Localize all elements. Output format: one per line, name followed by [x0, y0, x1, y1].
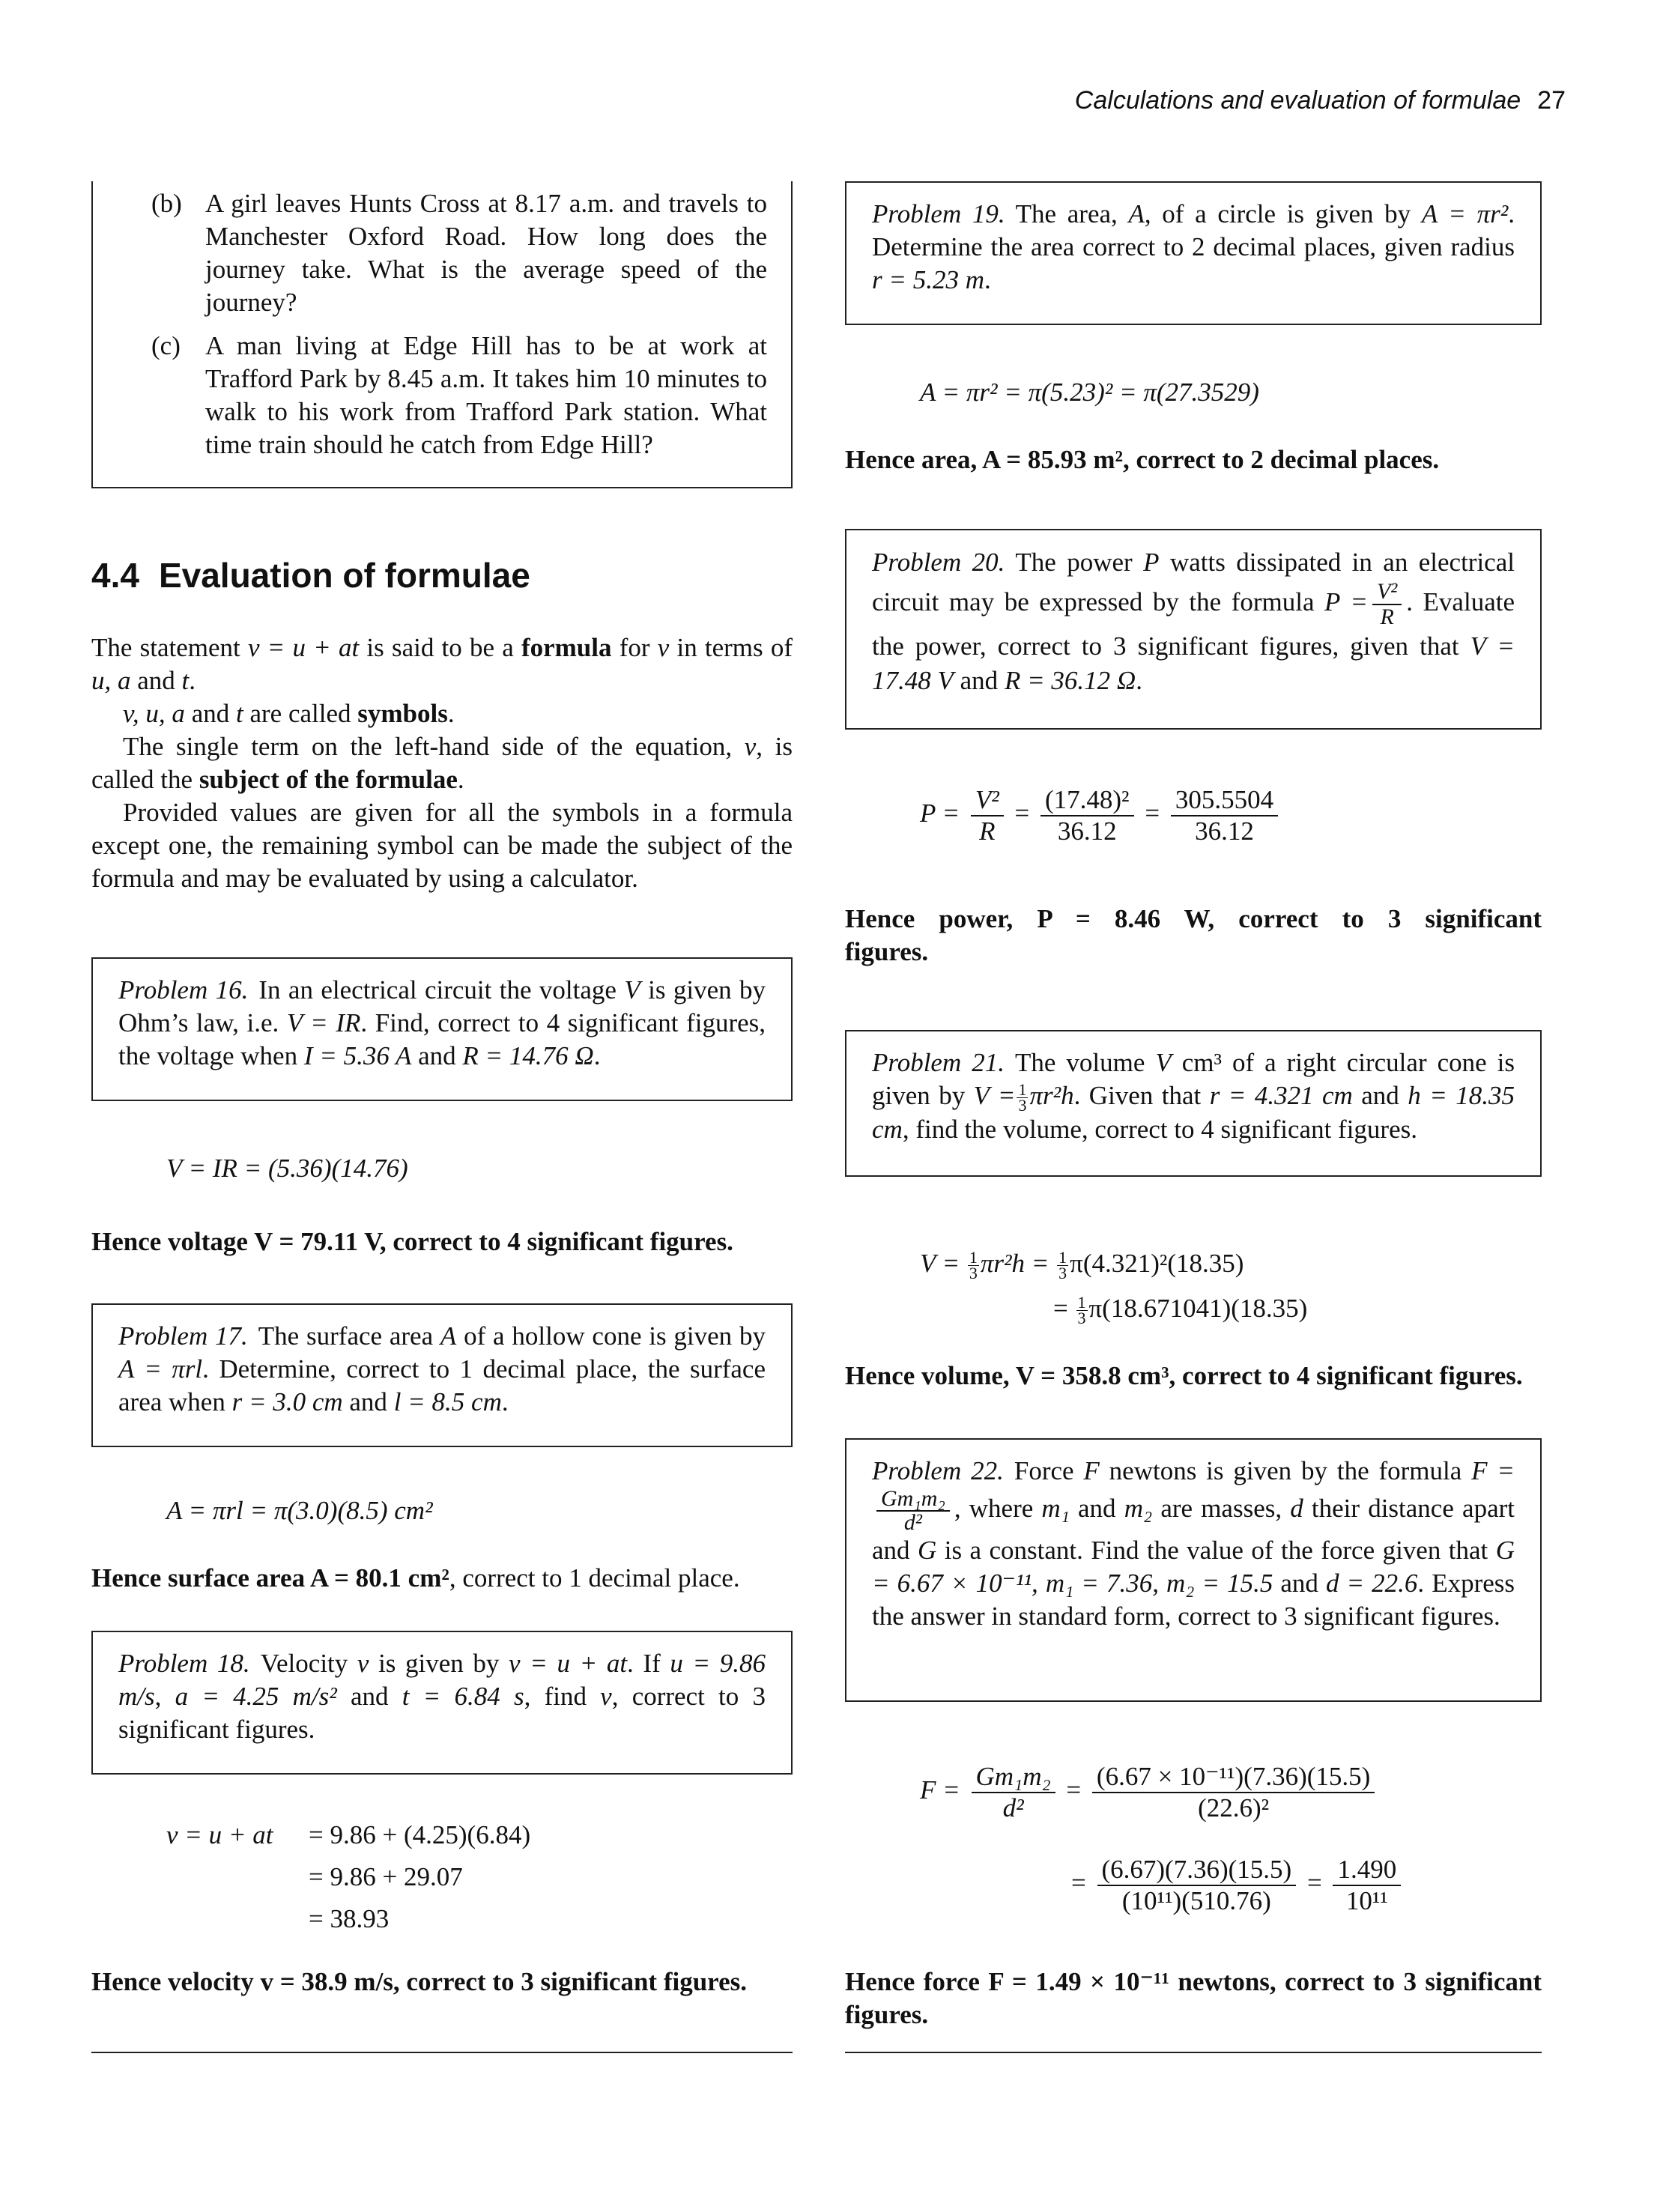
problem-18-eq2: = 9.86 + 29.07	[309, 1862, 463, 1891]
symbol: u, a	[91, 666, 131, 695]
text: is given by	[369, 1649, 509, 1678]
problem-22-eq2	[1071, 1855, 1405, 1916]
text: . Find, correct to 4 significant figures, the voltage when	[118, 1008, 766, 1070]
problem-22-eq1	[920, 1762, 1379, 1823]
problem-18-eq3: = 38.93	[309, 1904, 390, 1933]
problem-18-eq1-rhs: = 9.86 + (4.25)(6.84)	[309, 1820, 531, 1849]
symbol: v	[357, 1649, 369, 1678]
formula-lhs: P =	[1324, 587, 1368, 617]
problem-21-text	[872, 1046, 1515, 1146]
denominator: 3	[969, 1264, 978, 1283]
problem-18-text	[118, 1647, 766, 1746]
fraction-1	[971, 785, 1004, 846]
problem-label: Problem 22.	[872, 1456, 1004, 1485]
symbol: m₂	[1124, 1494, 1153, 1524]
problem-22-text	[872, 1455, 1515, 1633]
numerator: 1	[1058, 1248, 1067, 1267]
problem-label: Problem 18.	[118, 1649, 250, 1678]
equals: =	[1306, 1868, 1322, 1898]
text: ,	[154, 1682, 175, 1711]
text: The volume	[1014, 1048, 1156, 1077]
symbol: A	[1128, 199, 1145, 228]
value: t = 6.84 s	[402, 1682, 524, 1711]
numerator: (6.67 × 10⁻¹¹)(7.36)(15.5)	[1092, 1762, 1375, 1793]
value: R = 36.12 Ω	[1004, 666, 1136, 695]
text: is a constant. Find the value of the force given that	[936, 1536, 1496, 1565]
intro-text	[91, 631, 793, 895]
text: .	[501, 1387, 509, 1416]
denominator: d²	[1002, 1793, 1024, 1822]
text: . Given that	[1073, 1081, 1210, 1110]
text: and	[184, 699, 236, 728]
running-header	[1075, 84, 1566, 117]
problem-label: Problem 20.	[872, 548, 1005, 577]
item-b-text: A girl leaves Hunts Cross at 8.17 a.m. and travels to Manchester Oxford Road. How long does the journey take. What is the average speed of the journey?	[205, 189, 767, 317]
problem-label: Problem 17.	[118, 1321, 248, 1351]
value: r = 5.23 m	[872, 265, 985, 294]
item-c-text: A man living at Edge Hill has to be at work at Trafford Park by 8.45 a.m. It takes him 10 minutes to walk to his work from Trafford Park station. What time train should he catch from Edge Hill?	[205, 331, 767, 459]
formula-lhs: F =	[1471, 1456, 1515, 1485]
equals: =	[1071, 1868, 1086, 1898]
section-title: Evaluation of formulae	[158, 556, 530, 595]
denominator: R	[1380, 604, 1394, 629]
problem-16-text	[118, 974, 766, 1073]
problem-22-result: Hence force F = 1.49 × 10⁻¹¹ newtons, correct to 3 significant figures.	[845, 1967, 1542, 2029]
problem-17-equation: A = πrl = π(3.0)(8.5) cm²	[166, 1496, 433, 1525]
symbol: V	[624, 975, 640, 1005]
text: , find the volume, correct to 4 significant figures.	[902, 1115, 1417, 1145]
text: The single term on the left-hand side of the equation,	[123, 732, 745, 761]
text: , where	[954, 1494, 1042, 1524]
text: newtons is given by the formula	[1099, 1456, 1472, 1485]
value: a = 4.25 m/s²	[175, 1682, 337, 1711]
fraction-4	[1333, 1855, 1401, 1916]
symbol: A	[440, 1321, 457, 1351]
value: d = 22.6	[1325, 1569, 1418, 1598]
intro-p4: Provided values are given for all the symbols in a formula except one, the remaining symbol can be made the subject of the formula and may be evaluated by using a calculator.	[91, 798, 793, 893]
numerator: V²	[1372, 580, 1402, 605]
equals: =	[1014, 799, 1030, 828]
text: Force	[1014, 1456, 1084, 1485]
problem-18-result: Hence velocity v = 38.9 m/s, correct to 3 significant figures.	[91, 1967, 747, 1996]
fraction-1	[972, 1762, 1055, 1823]
term-subject: subject of the formulae	[199, 765, 458, 794]
text: , correct to 3 significant figures.	[118, 1682, 766, 1744]
item-b	[151, 187, 767, 319]
problem-21-box	[845, 1030, 1542, 1177]
numerator: Gm₁m₂	[876, 1488, 950, 1512]
text: .	[189, 666, 196, 695]
problem-21-eq1	[920, 1247, 1244, 1281]
text: cm³ of a right circular cone is given by	[872, 1048, 1515, 1110]
problem-20-text	[872, 545, 1515, 698]
problem-16-box	[91, 957, 793, 1101]
value: l = 8.5 cm	[393, 1387, 502, 1416]
text: and	[342, 1387, 394, 1416]
text: their distance apart and	[872, 1494, 1515, 1565]
symbol: m₁	[1041, 1494, 1070, 1524]
left-bottom-rule	[91, 2052, 793, 2053]
symbol: v, u, a	[123, 699, 185, 728]
text: , find	[524, 1682, 601, 1711]
text: .	[1136, 666, 1142, 695]
term: π(18.671041)(18.35)	[1088, 1294, 1308, 1323]
text: , is called the	[91, 732, 793, 794]
problem-18-eq1-lhs: v = u + at	[166, 1820, 273, 1849]
fraction-3	[1097, 1855, 1297, 1916]
symbol: v	[744, 732, 757, 761]
problem-19-text	[872, 198, 1515, 297]
symbol: t	[181, 666, 190, 695]
section-heading	[91, 554, 530, 596]
numerator: 1	[1077, 1293, 1086, 1312]
problem-20-result: Hence power, P = 8.46 W, correct to 3 significant figures.	[845, 904, 1542, 966]
section-number: 4.4	[91, 556, 139, 595]
symbol: v	[600, 1682, 612, 1711]
text: . Determine, correct to 1 decimal place, the surface area when	[118, 1354, 766, 1416]
symbol: V	[1155, 1048, 1172, 1077]
symbol: d	[1290, 1494, 1303, 1524]
header-title: Calculations and evaluation of formulae	[1074, 86, 1521, 115]
problem-19-result: Hence area, A = 85.93 m², correct to 2 decimal places.	[845, 445, 1440, 474]
numerator: 1	[969, 1248, 978, 1267]
formula: v = u + at	[247, 633, 360, 662]
text: The area,	[1015, 199, 1129, 228]
text: and	[1352, 1081, 1408, 1110]
value: R = 14.76 Ω	[462, 1041, 594, 1070]
numerator: (17.48)²	[1040, 785, 1134, 816]
text: , of a circle is given by	[1144, 199, 1422, 228]
one-third	[1017, 1082, 1028, 1113]
text: and	[1069, 1494, 1124, 1524]
value: h = 18.35 cm	[872, 1081, 1515, 1145]
denominator: 3	[1077, 1309, 1086, 1328]
symbol: P	[1143, 548, 1160, 577]
text: is said to be a	[359, 633, 521, 662]
symbol: t	[235, 699, 243, 728]
text: Velocity	[260, 1649, 357, 1678]
equals: =	[1066, 1775, 1082, 1805]
lhs: P =	[920, 799, 960, 828]
page-number: 27	[1537, 86, 1566, 115]
term-formula: formula	[521, 633, 612, 662]
text: are called	[243, 699, 358, 728]
item-b-tag: (b)	[151, 189, 182, 218]
text: and	[411, 1041, 463, 1070]
problem-16-equation: V = IR = (5.36)(14.76)	[166, 1154, 408, 1183]
formula: A = πrl	[118, 1354, 203, 1384]
equals: =	[1145, 799, 1160, 828]
text: . Express the answer in standard form, correct to 3 significant figures.	[872, 1569, 1515, 1631]
item-c	[151, 330, 767, 461]
term: πr²h =	[980, 1249, 1049, 1278]
continued-box	[91, 181, 793, 488]
value: V = 17.48 V	[872, 631, 1515, 695]
intro-p1	[91, 631, 793, 697]
right-bottom-rule	[845, 2052, 1542, 2053]
problem-19-box	[845, 181, 1542, 325]
formula: v = u + at	[509, 1649, 628, 1678]
denominator: 3	[1058, 1264, 1067, 1283]
text: and	[336, 1682, 402, 1711]
problem-17-box	[91, 1303, 793, 1447]
denominator: 36.12	[1057, 816, 1117, 846]
problem-21-eq2	[1053, 1292, 1307, 1326]
item-c-tag: (c)	[151, 331, 181, 360]
formula-fraction	[1372, 580, 1402, 629]
value: u = 9.86 m/s	[118, 1649, 766, 1711]
denominator: (10¹¹)(510.76)	[1121, 1886, 1271, 1915]
text: . Evaluate the power, correct to 3 significant figures, given that	[872, 587, 1515, 661]
problem-22-box	[845, 1438, 1542, 1702]
term: π(4.321)²(18.35)	[1070, 1249, 1244, 1278]
denominator: (22.6)²	[1198, 1793, 1270, 1822]
text: .	[447, 699, 455, 728]
numerator: 1	[1018, 1080, 1027, 1100]
problem-21-result: Hence volume, V = 358.8 cm³, correct to 4 significant figures.	[845, 1361, 1523, 1390]
numerator: V²	[971, 785, 1004, 816]
problem-label: Problem 16.	[118, 975, 249, 1005]
symbol: F	[1083, 1456, 1100, 1485]
text: are masses,	[1152, 1494, 1291, 1524]
numerator: (6.67)(7.36)(15.5)	[1097, 1855, 1297, 1886]
text: .	[593, 1041, 601, 1070]
symbol: v	[657, 633, 670, 662]
problem-16-result: Hence voltage V = 79.11 V, correct to 4 significant figures.	[91, 1227, 733, 1256]
denominator: d²	[903, 1510, 922, 1535]
result-bold: Hence surface area A = 80.1 cm²	[91, 1563, 449, 1593]
text: . Determine the area correct to 2 decimal places, given radius	[872, 199, 1515, 261]
formula: V = IR	[286, 1008, 361, 1037]
fraction-3	[1171, 785, 1278, 846]
fraction-2	[1092, 1762, 1375, 1823]
text: The statement	[91, 633, 248, 662]
values: G = 6.67 × 10⁻¹¹, m₁ = 7.36, m₂ = 15.5	[872, 1536, 1515, 1598]
problem-label: Problem 19.	[872, 199, 1005, 228]
text: and	[1273, 1569, 1326, 1598]
text: In an electrical circuit the voltage	[258, 975, 625, 1005]
symbol: G	[917, 1536, 937, 1565]
result-rest: , correct to 1 decimal place.	[449, 1563, 740, 1593]
value: I = 5.36 A	[303, 1041, 412, 1070]
denominator: R	[979, 816, 996, 846]
text: for	[611, 633, 658, 662]
text: .	[457, 765, 464, 794]
text: The surface area	[258, 1321, 440, 1351]
value: r = 3.0 cm	[231, 1387, 343, 1416]
term-symbols: symbols	[357, 699, 448, 728]
one-third	[1057, 1250, 1068, 1281]
value: r = 4.321 cm	[1209, 1081, 1353, 1110]
problem-17-text	[118, 1320, 766, 1419]
denominator: 10¹¹	[1345, 1886, 1388, 1915]
lhs: V =	[920, 1249, 960, 1278]
formula-rhs: πr²h	[1029, 1081, 1074, 1110]
text: of a hollow cone is given by	[456, 1321, 766, 1351]
text: and	[953, 666, 1005, 695]
text: .	[984, 265, 991, 294]
text: is given by Ohm’s law, i.e.	[118, 975, 766, 1037]
equals: =	[1053, 1294, 1068, 1323]
numerator: 305.5504	[1171, 785, 1278, 816]
formula-lhs: V =	[973, 1081, 1016, 1110]
problem-20-equation	[920, 785, 1282, 846]
text: The power	[1015, 548, 1144, 577]
problem-17-result	[91, 1562, 793, 1595]
text: watts dissipated in an electrical circuit may be expressed by the formula	[872, 548, 1515, 617]
text: . If	[627, 1649, 670, 1678]
numerator: 1.490	[1333, 1855, 1401, 1886]
one-third	[1076, 1295, 1088, 1326]
problem-20-box	[845, 529, 1542, 730]
fraction-2	[1040, 785, 1134, 846]
one-third	[968, 1250, 979, 1281]
problem-18-box	[91, 1631, 793, 1775]
text: and	[130, 666, 182, 695]
formula: A = πr²	[1421, 199, 1509, 228]
text: in terms of	[669, 633, 793, 662]
numerator: Gm₁m₂	[972, 1762, 1055, 1793]
problem-19-equation: A = πr² = π(5.23)² = π(27.3529)	[920, 378, 1259, 407]
denominator: 3	[1018, 1096, 1027, 1115]
intro-p3	[91, 730, 793, 796]
lhs: F =	[920, 1775, 960, 1805]
denominator: 36.12	[1195, 816, 1254, 846]
problem-label: Problem 21.	[872, 1048, 1005, 1077]
formula-fraction	[876, 1488, 950, 1534]
intro-p2	[91, 697, 793, 730]
